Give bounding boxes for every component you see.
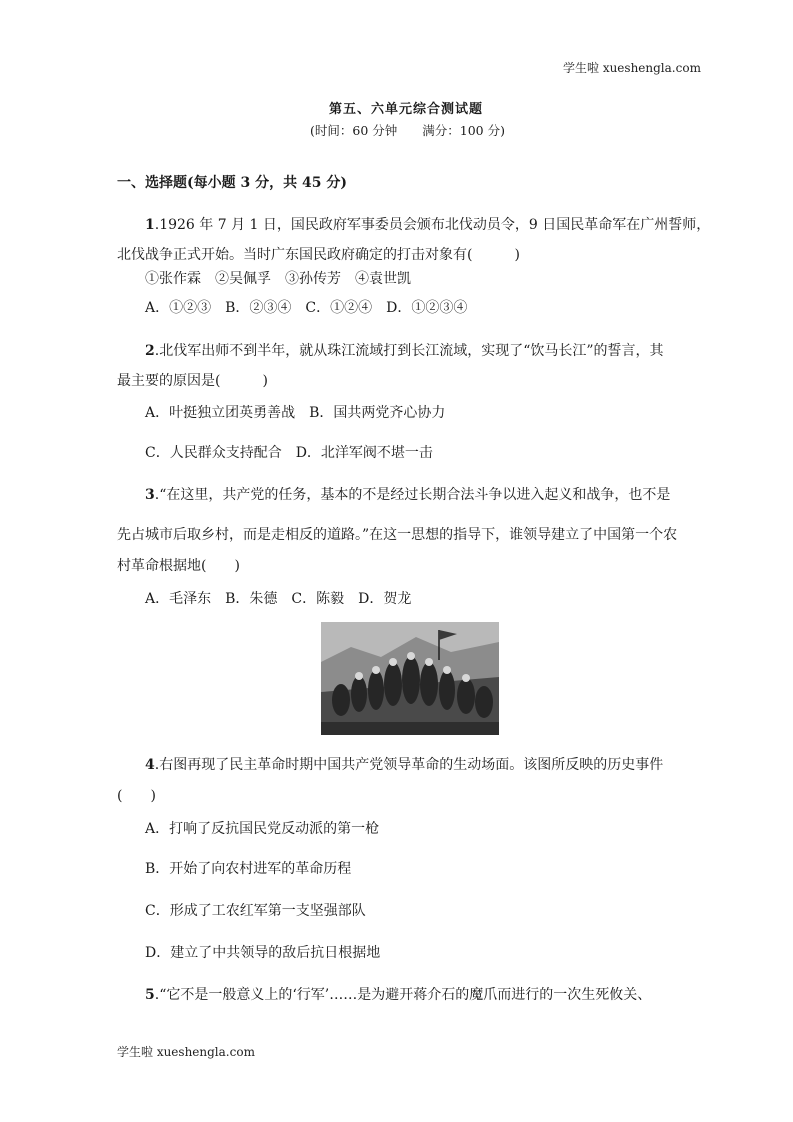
q4-option-a: A．打响了反抗国民党反动派的第一枪 <box>145 821 380 837</box>
section-heading: 一、选择题(每小题 3 分，共 45 分) <box>117 175 347 191</box>
q1-line2: 北伐战争正式开始。当时广东国民政府确定的打击对象有( ) <box>117 247 520 263</box>
q1-text1: .1926 年 7 月 1 日，国民政府军事委员会颁布北伐动员令，9 日国民革命军在广州誓师， <box>154 217 711 233</box>
q1-number: 1 <box>145 217 155 233</box>
q3-line2: 先占城市后取乡村，而是走相反的道路。”在这一思想的指导下，谁领导建立了中国第一个农 <box>117 527 678 543</box>
q3-options: A．毛泽东 B．朱德 C．陈毅 D．贺龙 <box>145 591 412 607</box>
q1-items: ①张作霖 ②吴佩孚 ③孙传芳 ④袁世凯 <box>145 271 411 287</box>
q4-option-d: D．建立了中共领导的敌后抗日根据地 <box>145 945 381 961</box>
q2-line2: 最主要的原因是( ) <box>117 373 268 389</box>
q3-number: 3 <box>145 487 155 503</box>
q3-line1 <box>145 484 670 504</box>
q5-text1: .“它不是一般意义上的‘行军’……是为避开蒋介石的魔爪而进行的一次生死攸关、 <box>154 987 652 1003</box>
q4-option-b: B．开始了向农村进军的革命历程 <box>145 861 352 877</box>
q4-line2: ( ) <box>117 788 156 804</box>
header-site: 学生啦 xueshengla.com <box>563 61 701 75</box>
q2-number: 2 <box>145 343 155 359</box>
document-title: 第五、六单元综合测试题 <box>329 102 484 117</box>
q2-options-cd: C．人民群众支持配合 D．北洋军阀不堪一击 <box>145 445 433 461</box>
document-subtitle: (时间：60 分钟 满分：100 分) <box>310 123 505 138</box>
q4-text1: .右图再现了民主革命时期中国共产党领导革命的生动场面。该图所反映的历史事件 <box>154 757 664 773</box>
q2-options-ab: A．叶挺独立团英勇善战 B．国共两党齐心协力 <box>145 405 446 421</box>
q2-line1 <box>145 340 664 360</box>
q5-line1 <box>145 984 651 1004</box>
q3-line3: 村革命根据地( ) <box>117 558 240 574</box>
q3-text1: .“在这里，共产党的任务，基本的不是经过长期合法斗争以进入起义和战争，也不是 <box>154 487 671 503</box>
q2-text1: .北伐军出师不到半年，就从珠江流域打到长江流域，实现了“饮马长江”的誓言，其 <box>154 343 664 359</box>
q1-line1 <box>145 214 710 234</box>
q5-number: 5 <box>145 987 155 1003</box>
q4-option-c: C．形成了工农红军第一支坚强部队 <box>145 903 366 919</box>
q4-number: 4 <box>145 757 155 773</box>
q4-line1 <box>145 754 663 774</box>
q1-options: A．①②③ B．②③④ C．①②④ D．①②③④ <box>145 300 468 316</box>
footer-site: 学生啦 xueshengla.com <box>117 1045 255 1059</box>
painting-illustration <box>321 622 499 735</box>
historical-painting-image <box>321 622 499 735</box>
